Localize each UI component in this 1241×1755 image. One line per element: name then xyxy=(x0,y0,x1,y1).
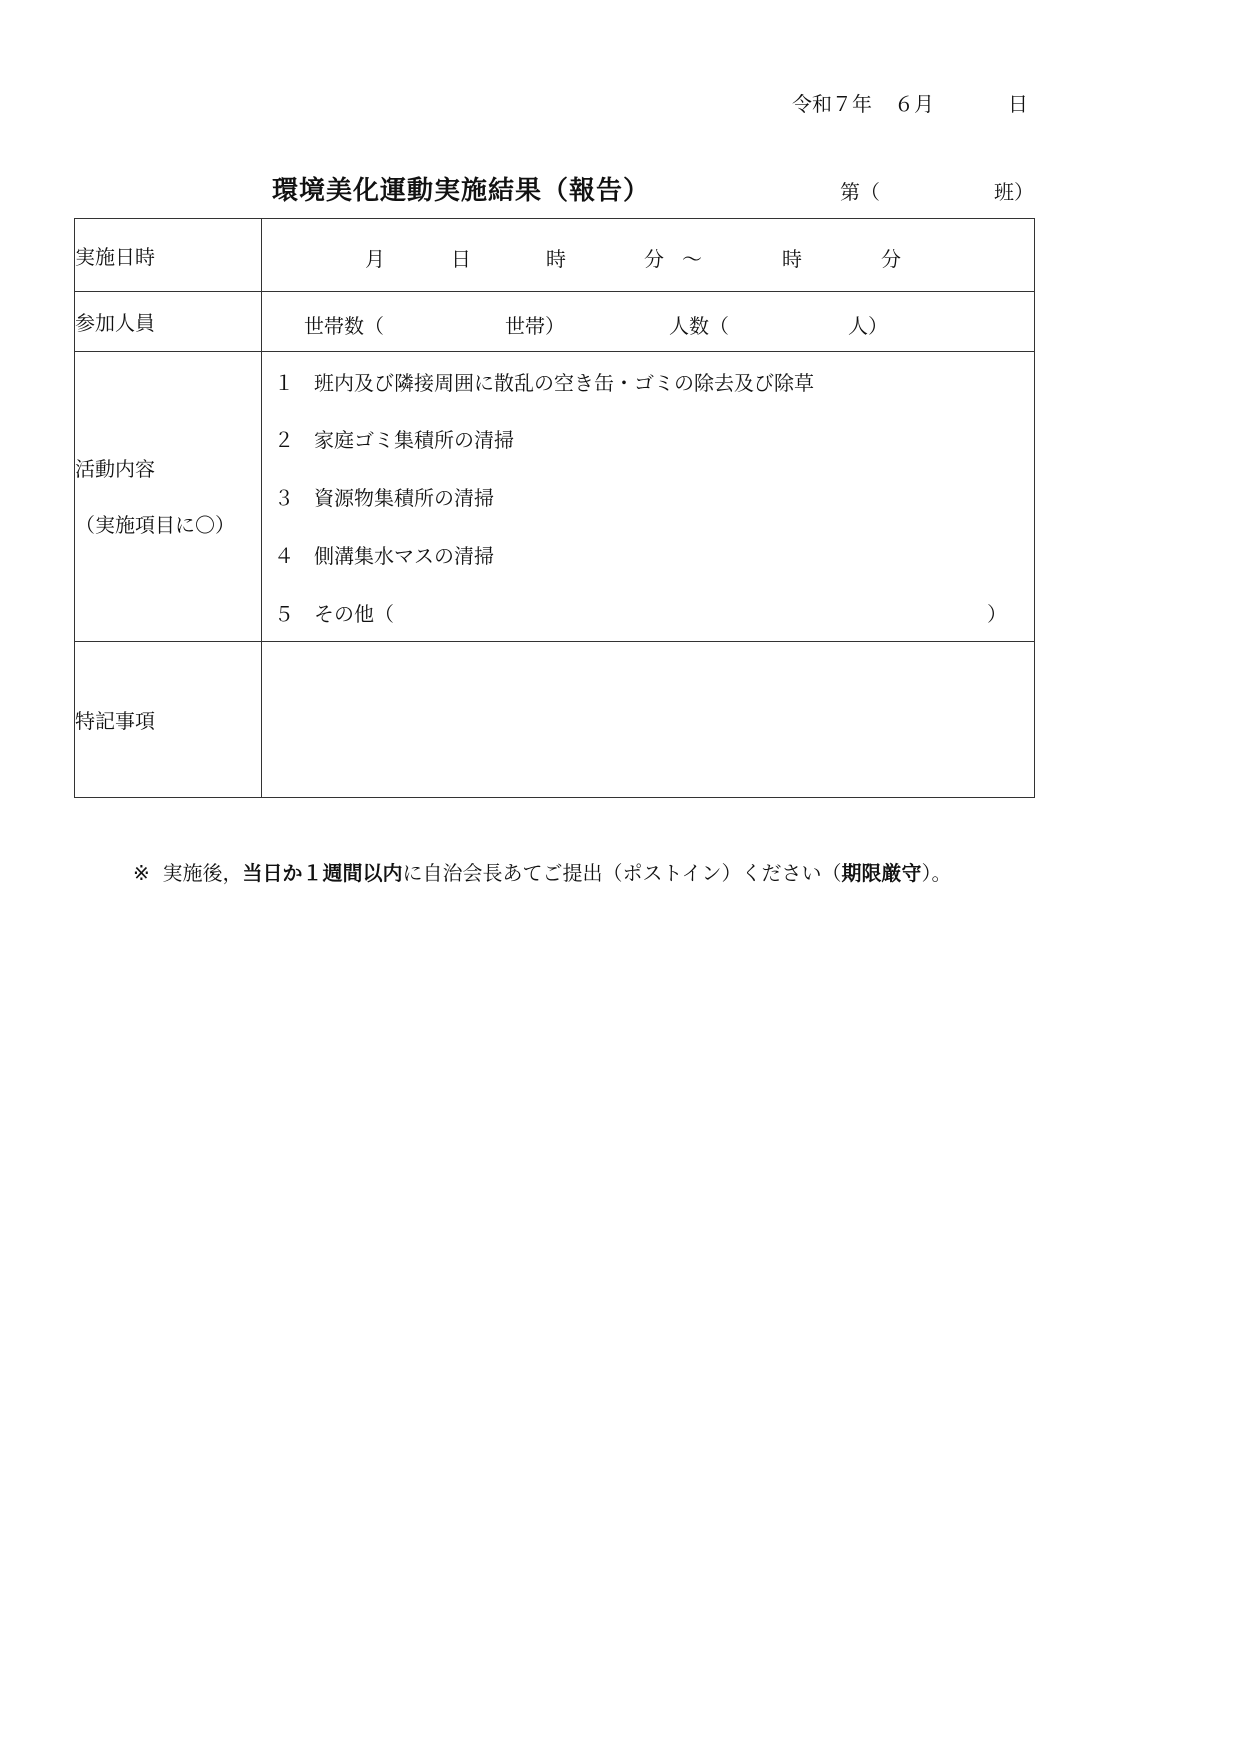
footnote-strict: 期限厳守 xyxy=(841,861,922,885)
participants-row xyxy=(75,292,1035,352)
date-end-minute-unit: 分 xyxy=(881,247,901,271)
activities-label-line1: 活動内容 xyxy=(75,456,155,481)
footnote-text-3: ）。 xyxy=(921,861,952,885)
footnote-text-1: 実施後， xyxy=(162,861,243,885)
date-row xyxy=(75,219,1035,292)
group-prefix: 第（ xyxy=(840,180,880,204)
document-title: 環境美化運動実施結果（報告） xyxy=(272,176,651,206)
date-start-hour-unit: 時 xyxy=(546,247,566,271)
date-day-unit: 日 xyxy=(451,247,471,271)
people-suffix: 人） xyxy=(848,314,888,338)
people-prefix: 人数（ xyxy=(669,314,729,338)
activity-item-3[interactable]: ３ 資源物集積所の清掃 xyxy=(274,486,494,510)
date-range-tilde: ～ xyxy=(682,247,702,271)
activities-row xyxy=(75,352,1035,642)
date-end-hour-unit: 時 xyxy=(782,247,802,271)
date-start-minute-unit: 分 xyxy=(644,247,664,271)
date-month-unit: 月 xyxy=(365,247,385,271)
date-era-year: 令和７年 xyxy=(792,92,872,116)
footnote xyxy=(133,857,951,886)
activities-label-line2: （実施項目に〇） xyxy=(75,512,235,537)
activity-other-close-paren: ） xyxy=(987,602,1007,626)
activity-item-2[interactable]: ２ 家庭ゴミ集積所の清掃 xyxy=(274,428,514,452)
activity-item-5-other[interactable]: ５ その他（ xyxy=(274,602,394,626)
date-row-label: 実施日時 xyxy=(75,219,262,292)
participants-row-field[interactable] xyxy=(262,292,1035,352)
report-form-table xyxy=(74,218,1035,798)
group-suffix: 班） xyxy=(994,180,1034,204)
date-day-unit: 日 xyxy=(1008,92,1028,116)
date-month: ６月 xyxy=(894,92,934,116)
notes-row-field[interactable] xyxy=(262,642,1035,798)
footnote-deadline: 当日か１週間以内 xyxy=(242,861,403,885)
activities-row-label xyxy=(75,352,262,642)
notes-row xyxy=(75,642,1035,798)
households-suffix: 世帯） xyxy=(505,314,565,338)
footnote-mark: ※ xyxy=(133,861,150,885)
date-row-field[interactable] xyxy=(262,219,1035,292)
activity-item-1[interactable]: １ 班内及び隣接周囲に散乱の空き缶・ゴミの除去及び除草 xyxy=(274,371,814,395)
activity-item-4[interactable]: ４ 側溝集水マスの清掃 xyxy=(274,544,494,568)
activities-row-field xyxy=(262,352,1035,642)
participants-row-label: 参加人員 xyxy=(75,292,262,352)
households-prefix: 世帯数（ xyxy=(304,314,384,338)
notes-row-label: 特記事項 xyxy=(75,642,262,798)
footnote-text-2: に自治会長あてご提出（ポストイン）ください（ xyxy=(402,861,842,885)
